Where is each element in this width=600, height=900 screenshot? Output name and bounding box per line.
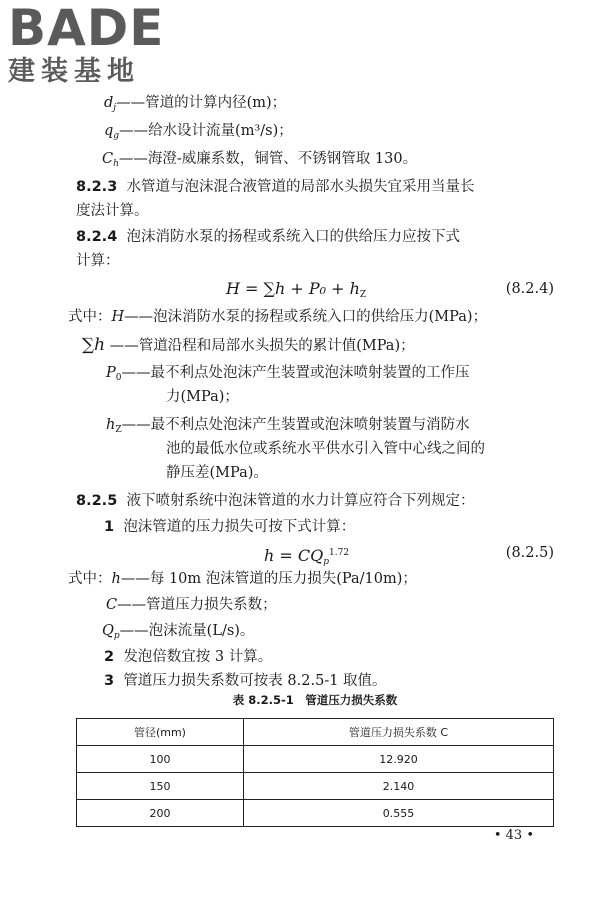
where-H: 式中：H——泡沫消防水泵的扬程或系统入口的供给压力(MPa)；	[68, 309, 488, 325]
where-sum-h: ∑h ——管道沿程和局部水头损失的累计值(MPa)；	[82, 335, 415, 355]
table-header: 管径(mm)	[77, 719, 244, 746]
table-cell: 0.555	[243, 800, 553, 827]
table-cell: 2.140	[243, 773, 553, 800]
equation-number-8-2-4: (8.2.4)	[505, 281, 554, 297]
section-8-2-5: 8.2.5 液下喷射系统中泡沫管道的水力计算应符合下列规定：	[76, 493, 475, 509]
where-hZ-cont1: 池的最低水位或系统水平供水引入管中心线之间的	[166, 441, 485, 457]
equation-8-2-5: $h = CQ_p^{1.72}$	[264, 546, 350, 567]
table-caption: 表 8.2.5-1 管道压力损失系数	[232, 693, 398, 707]
table-header: 管道压力损失系数 C	[243, 719, 553, 746]
logo-subtitle: 建装基地	[8, 56, 140, 87]
table-cell: 12.920	[243, 746, 553, 773]
equation-number-8-2-5: (8.2.5)	[505, 545, 554, 561]
section-8-2-3-cont: 度法计算。	[76, 203, 149, 219]
table-header-row	[77, 719, 554, 746]
table-cell: 150	[77, 773, 244, 800]
var-dj: $d_j——$管道的计算内径(m)；	[104, 95, 287, 113]
table-row	[77, 773, 554, 800]
var-qg: $q_g——$给水设计流量(m³/s)；	[104, 123, 293, 141]
var-ch: $C_h——$海澄-威廉系数，铜管、不锈钢管取 130。	[102, 151, 418, 169]
where-C: C——管道压力损失系数；	[106, 597, 277, 613]
pressure-loss-table	[76, 718, 554, 827]
where-h: 式中：h——每 10m 泡沫管道的压力损失(Pa/10m)；	[68, 571, 417, 587]
table-row	[77, 800, 554, 827]
item-2: 2 发泡倍数宜按 3 计算。	[104, 649, 273, 665]
item-3: 3 管道压力损失系数可按表 8.2.5-1 取值。	[104, 673, 387, 689]
where-P0-cont: 力(MPa)；	[166, 389, 239, 405]
section-8-2-4-cont: 计算：	[76, 253, 120, 269]
table-cell: 100	[77, 746, 244, 773]
where-P0: $P_0——$最不利点处泡沫产生装置或泡沫喷射装置的工作压	[106, 365, 470, 383]
where-Qp: $Q_p——$泡沫流量(L/s)。	[102, 623, 255, 641]
section-8-2-3: 8.2.3 水管道与泡沫混合液管道的局部水头损失宜采用当量长	[76, 179, 475, 195]
equation-8-2-4: $H = \sum h + P_0 + h_Z$	[226, 279, 367, 300]
table-cell: 200	[77, 800, 244, 827]
item-1: 1 泡沫管道的压力损失可按下式计算：	[104, 519, 356, 535]
logo	[8, 2, 178, 88]
section-8-2-4: 8.2.4 泡沫消防水泵的扬程或系统入口的供给压力应按下式	[76, 229, 461, 245]
page-number: • 43 •	[493, 828, 534, 843]
where-hZ-cont2: 静压差(MPa)。	[166, 465, 268, 481]
table-row	[77, 746, 554, 773]
where-hZ: $h_Z——$最不利点处泡沫产生装置或泡沫喷射装置与消防水	[106, 417, 470, 435]
logo-text: BADE	[8, 0, 165, 57]
